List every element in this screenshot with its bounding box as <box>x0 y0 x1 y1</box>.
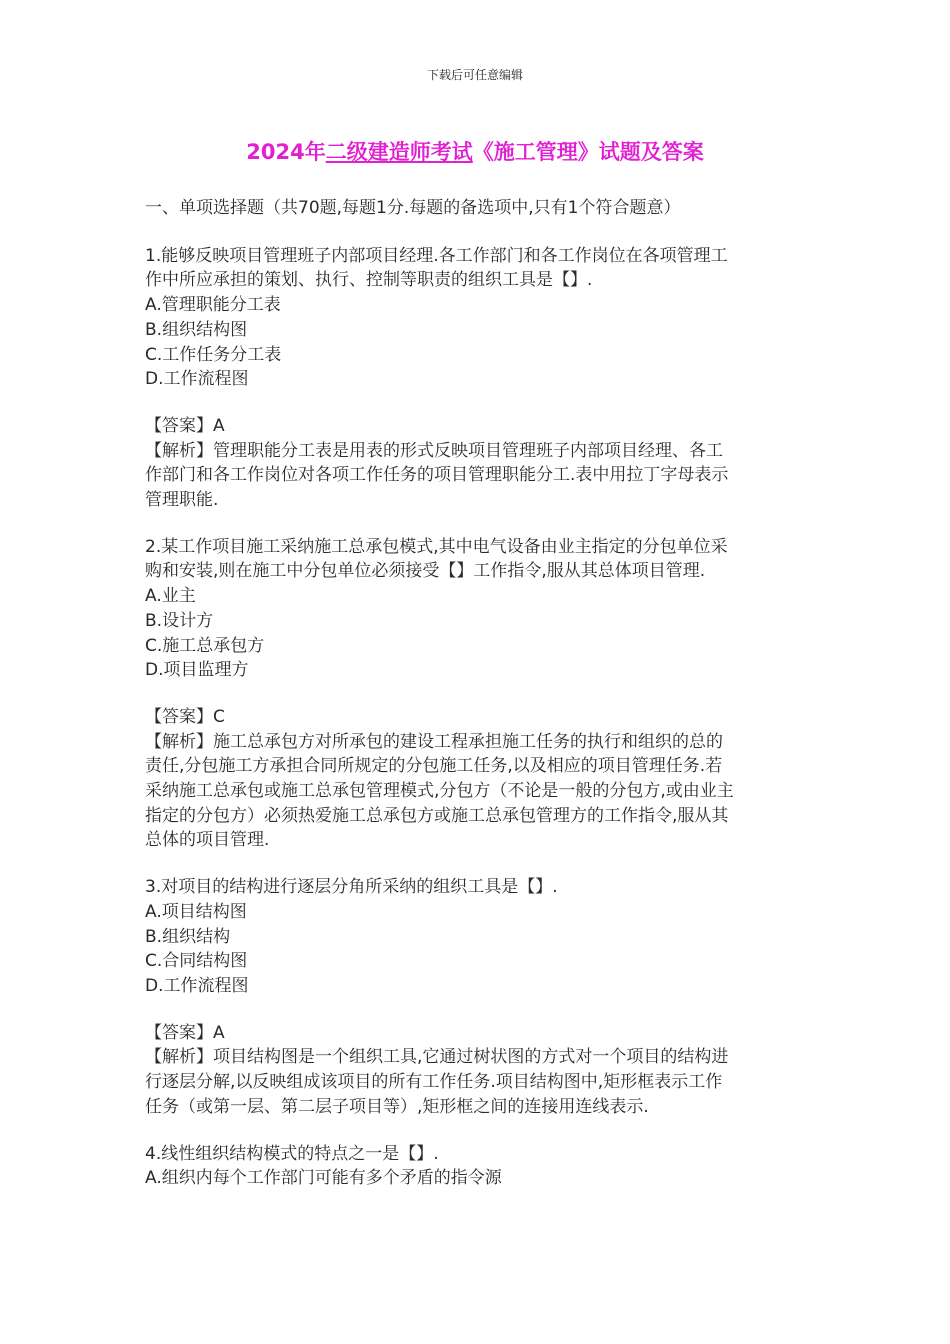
option-item: A.项目结构图 <box>145 901 247 922</box>
question-list <box>145 244 810 1191</box>
option-item: A.组织内每个工作部门可能有多个矛盾的指令源 <box>145 1168 502 1189</box>
option-item: D.工作流程图 <box>145 975 249 996</box>
question-4 <box>145 1142 810 1191</box>
answer-line: 【答案】C <box>145 706 225 727</box>
analysis-line: 【解析】项目结构图是一个组织工具,它通过树状图的方式对一个项目的结构进 <box>145 1047 729 1068</box>
answer-block-2 <box>145 705 810 853</box>
page-title <box>0 136 950 166</box>
analysis-line: 【解析】管理职能分工表是用表的形式反映项目管理班子内部项目经理、各工 <box>145 440 723 461</box>
question-stem-line: 1.能够反映项目管理班子内部项目经理.各工作部门和各工作岗位在各项管理工 <box>145 245 728 266</box>
option-item: B.设计方 <box>145 610 214 631</box>
title-prefix: 2024年 <box>246 140 326 164</box>
question-stem-line: 作中所应承担的策划、执行、控制等职责的组织工具是【】. <box>145 270 593 291</box>
section-heading: 一、单项选择题（共70题,每题1分.每题的备选项中,只有1个符合题意） <box>145 198 681 218</box>
option-item: C.合同结构图 <box>145 951 248 972</box>
option-item: A.管理职能分工表 <box>145 295 281 316</box>
answer-block-1 <box>145 414 810 513</box>
analysis-line: 采纳施工总承包或施工总承包管理模式,分包方（不论是一般的分包方,或由业主 <box>145 781 734 802</box>
option-item: B.组织结构图 <box>145 319 248 340</box>
question-stem-line: 4.线性组织结构模式的特点之一是【】. <box>145 1143 439 1164</box>
question-1 <box>145 244 810 392</box>
question-3 <box>145 875 810 999</box>
answer-line: 【答案】A <box>145 415 225 436</box>
question-2 <box>145 535 810 683</box>
analysis-line: 作部门和各工作岗位对各项工作任务的项目管理职能分工.表中用拉丁字母表示 <box>145 465 729 486</box>
document-body <box>145 196 810 1213</box>
answer-block-3 <box>145 1021 810 1120</box>
option-item: A.业主 <box>145 586 196 607</box>
header-note: 下载后可任意编辑 <box>426 68 523 82</box>
analysis-line: 【解析】施工总承包方对所承包的建设工程承担施工任务的执行和组织的总的 <box>145 731 723 752</box>
answer-line: 【答案】A <box>145 1022 225 1043</box>
option-item: D.工作流程图 <box>145 369 249 390</box>
option-item: C.施工总承包方 <box>145 635 265 656</box>
question-stem-line: 购和安装,则在施工中分包单位必须接受【】工作指令,服从其总体项目管理. <box>145 561 706 582</box>
question-stem-line: 3.对项目的结构进行逐层分角所采纳的组织工具是【】. <box>145 877 558 898</box>
option-item: D.项目监理方 <box>145 660 249 681</box>
title-underlined: 二级建造师考试 <box>325 140 473 164</box>
option-item: B.组织结构 <box>145 926 231 947</box>
analysis-line: 行逐层分解,以反映组成该项目的所有工作任务.项目结构图中,矩形框表示工作 <box>145 1072 723 1093</box>
analysis-line: 任务（或第一层、第二层子项目等）,矩形框之间的连接用连线表示. <box>145 1096 649 1117</box>
title-suffix: 《施工管理》试题及答案 <box>472 140 704 164</box>
option-item: C.工作任务分工表 <box>145 344 282 365</box>
analysis-line: 指定的分包方）必须热爱施工总承包方或施工总承包管理方的工作指令,服从其 <box>145 805 729 826</box>
question-stem-line: 2.某工作项目施工采纳施工总承包模式,其中电气设备由业主指定的分包单位采 <box>145 536 728 557</box>
analysis-line: 总体的项目管理. <box>145 830 270 851</box>
analysis-line: 管理职能. <box>145 490 219 511</box>
analysis-line: 责任,分包施工方承担合同所规定的分包施工任务,以及相应的项目管理任务.若 <box>145 756 723 777</box>
